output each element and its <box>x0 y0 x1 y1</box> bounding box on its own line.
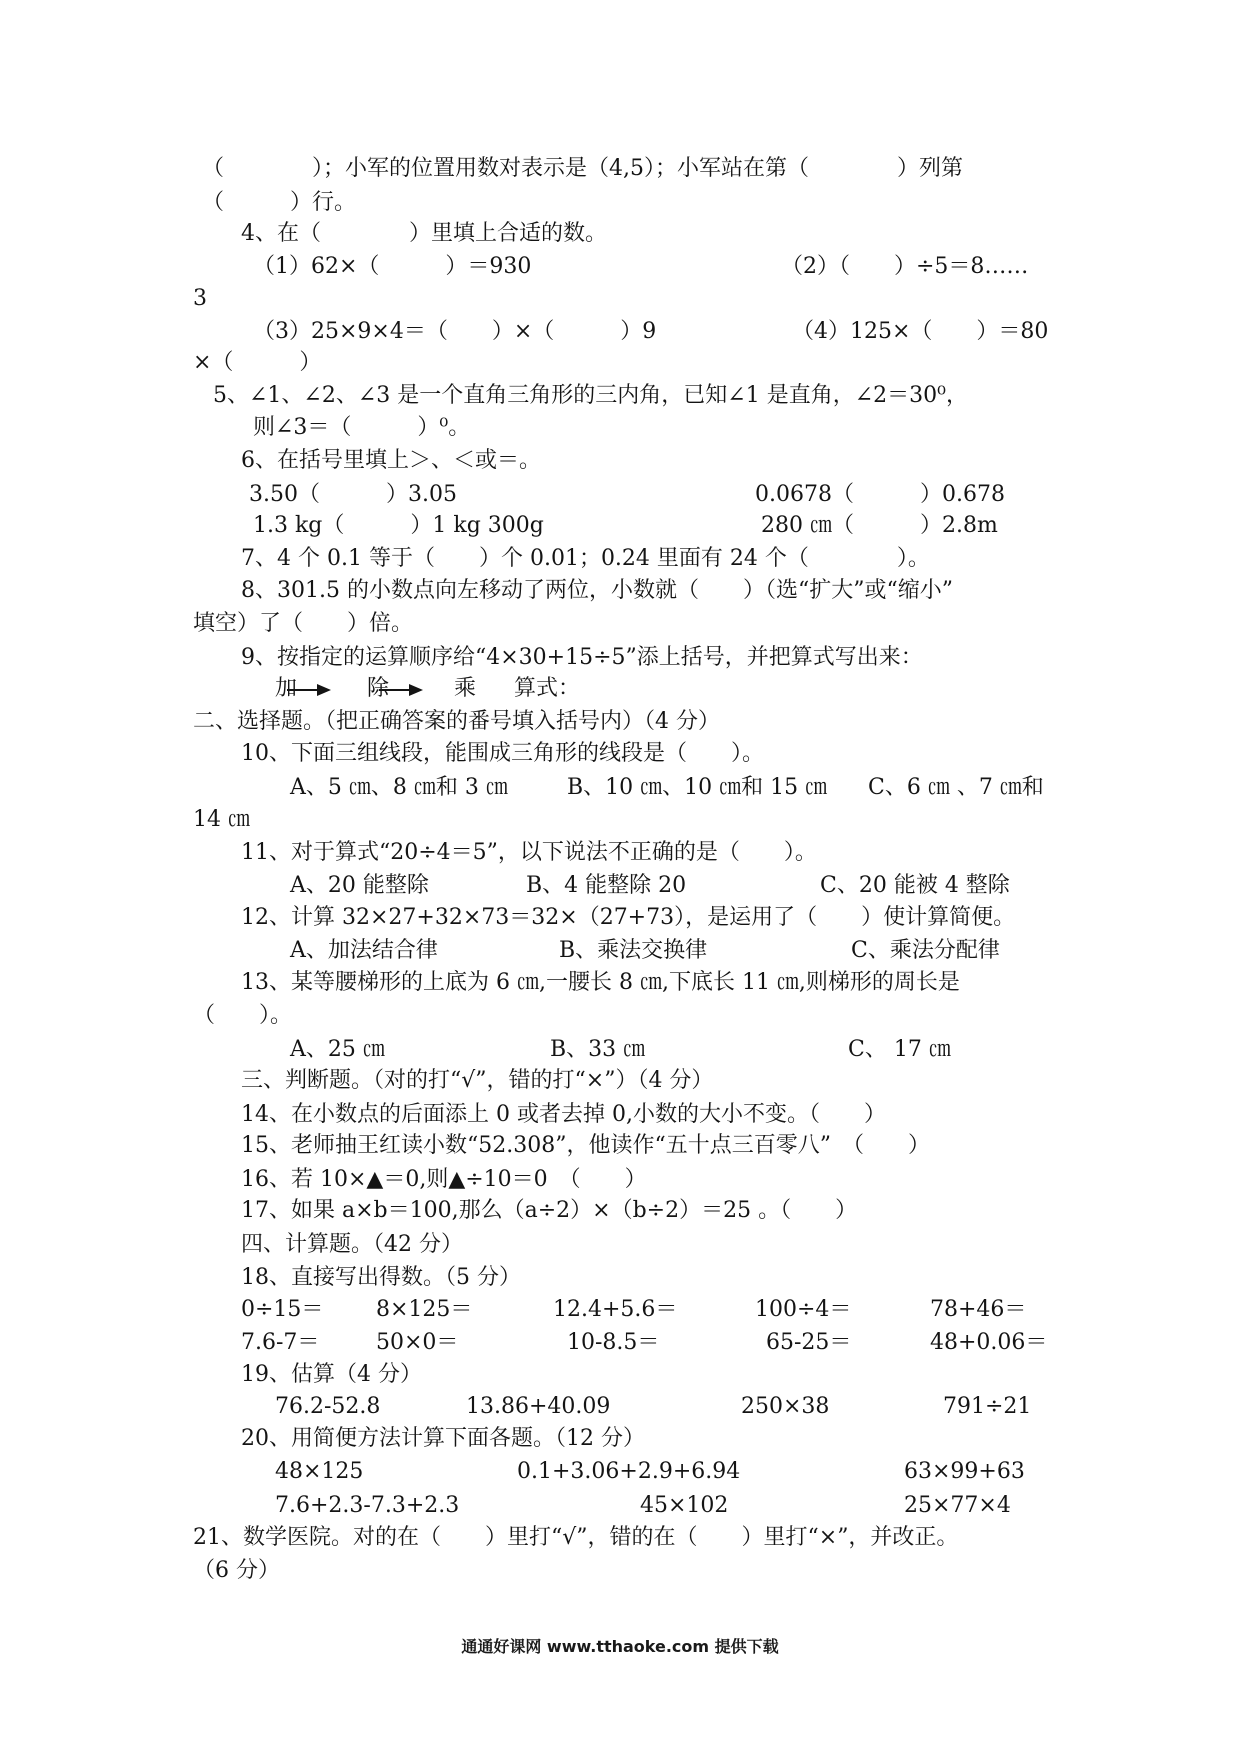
q9-formula-label: 算式： <box>514 676 581 701</box>
q20-expr: 7.6+2.3-7.3+2.3 <box>275 1493 460 1518</box>
section3-title: 三、判断题。（对的打“√”，错的打“×”）（4 分） <box>241 1068 714 1093</box>
arrow-right-icon <box>379 683 423 697</box>
q15-text: 15、老师抽王红读小数“52.308”，他读作“五十点三百零八” （ ） <box>241 1133 930 1158</box>
q12-option-a: A、加法结合律 <box>290 938 438 963</box>
q8-line-2: 填空）了（ ）倍。 <box>193 611 414 636</box>
q4-title: 4、在（ ）里填上合适的数。 <box>241 221 607 246</box>
q20-title: 20、用简便方法计算下面各题。（12 分） <box>241 1426 645 1451</box>
q18-expr: 7.6-7＝ <box>241 1330 320 1355</box>
q16-text: 16、若 10×▲＝0,则▲÷10＝0 （ ） <box>241 1167 647 1192</box>
q10-option-a: A、5 ㎝、8 ㎝和 3 ㎝ <box>290 775 508 800</box>
q4-item-2-wrap: 3 <box>193 286 207 311</box>
q18-title: 18、直接写出得数。（5 分） <box>241 1265 521 1290</box>
q4-item-4: （4）125×（ ）＝80 <box>792 319 1049 344</box>
q13-option-a: A、25 ㎝ <box>290 1037 385 1062</box>
q20-expr: 25×77×4 <box>904 1493 1011 1518</box>
q4-item-2: （2）（ ）÷5＝8…… <box>781 254 1029 279</box>
q18-expr: 100÷4＝ <box>755 1297 852 1322</box>
q14-text: 14、在小数点的后面添上 0 或者去掉 0,小数的大小不变。（ ） <box>241 1102 886 1127</box>
q20-expr: 0.1+3.06+2.9+6.94 <box>517 1459 741 1484</box>
q21-line-2: （6 分） <box>193 1558 280 1583</box>
q6-item-1: 3.50（ ）3.05 <box>249 482 457 507</box>
q18-expr: 78+46＝ <box>930 1297 1027 1322</box>
q4-item-3: （3）25×9×4＝（ ）×（ ）9 <box>253 319 657 344</box>
q9-step-add: 加 <box>275 676 298 701</box>
q5-line-2: 则∠3＝（ ）⁰。 <box>253 415 471 440</box>
q12-option-b: B、乘法交换律 <box>559 938 708 963</box>
q11-option-a: A、20 能整除 <box>290 873 429 898</box>
q18-expr: 50×0＝ <box>376 1330 459 1355</box>
q18-expr: 65-25＝ <box>766 1330 852 1355</box>
q19-expr: 791÷21 <box>943 1394 1032 1419</box>
q17-text: 17、如果 a×b＝100,那么（a÷2）×（b÷2）＝25 。（ ） <box>241 1198 858 1223</box>
q19-expr: 13.86+40.09 <box>466 1394 611 1419</box>
q19-title: 19、估算（4 分） <box>241 1362 422 1387</box>
q18-expr: 10-8.5＝ <box>567 1330 660 1355</box>
section2-title: 二、选择题。（把正确答案的番号填入括号内）（4 分） <box>193 709 720 734</box>
q4-item-4-wrap: ×（ ） <box>193 350 322 375</box>
q13-option-c: C、 17 ㎝ <box>848 1037 951 1062</box>
q18-expr: 8×125＝ <box>376 1297 473 1322</box>
q11-stem: 11、对于算式“20÷4＝5”，以下说法不正确的是（ ）。 <box>241 840 817 865</box>
q13-option-b: B、33 ㎝ <box>550 1037 646 1062</box>
page-footer: 通通好课网 www.tthaoke.com 提供下载 <box>461 1637 779 1656</box>
q6-item-4: 280 ㎝（ ）2.8m <box>761 513 998 538</box>
q13-stem: 13、某等腰梯形的上底为 6 ㎝,一腰长 8 ㎝,下底长 11 ㎝,则梯形的周长是 <box>241 970 960 995</box>
q9-step-multiply: 乘 <box>454 676 477 701</box>
q19-expr: 250×38 <box>741 1394 830 1419</box>
q7-text: 7、4 个 0.1 等于（ ）个 0.01；0.24 里面有 24 个（ ）。 <box>241 546 930 571</box>
q6-item-3: 1.3 kg（ ）1 kg 300g <box>253 513 544 538</box>
q19-expr: 76.2-52.8 <box>275 1394 381 1419</box>
q20-expr: 45×102 <box>640 1493 729 1518</box>
q5-line-1: 5、∠1、∠2、∠3 是一个直角三角形的三内角，已知∠1 是直角，∠2＝30⁰， <box>213 383 968 408</box>
q21-line-1: 21、数学医院。对的在（ ）里打“√”，错的在（ ）里打“×”，并改正。 <box>193 1525 959 1550</box>
q20-expr: 63×99+63 <box>904 1459 1025 1484</box>
q6-title: 6、在括号里填上＞、＜或＝。 <box>241 448 541 473</box>
q4-item-1: （1）62×（ ）＝930 <box>253 254 532 279</box>
section4-title: 四、计算题。（42 分） <box>241 1232 463 1257</box>
q10-option-c: C、6 ㎝ 、7 ㎝和 <box>868 775 1044 800</box>
q3-line-1: （ ）；小军的位置用数对表示是（4,5）；小军站在第（ ）列第 <box>202 156 963 181</box>
q3-line-2: （ ）行。 <box>202 190 357 215</box>
q6-item-2: 0.0678（ ）0.678 <box>755 482 1005 507</box>
q10-stem: 10、下面三组线段，能围成三角形的线段是（ ）。 <box>241 741 764 766</box>
q8-line-1: 8、301.5 的小数点向左移动了两位，小数就（ ）（选“扩大”或“缩小” <box>241 578 953 603</box>
q9-step-divide: 除 <box>367 676 390 701</box>
q12-option-c: C、乘法分配律 <box>851 938 1000 963</box>
q18-expr: 12.4+5.6＝ <box>553 1297 678 1322</box>
q10-option-b: B、10 ㎝、10 ㎝和 15 ㎝ <box>567 775 828 800</box>
q11-option-b: B、4 能整除 20 <box>526 873 687 898</box>
q18-expr: 48+0.06＝ <box>930 1330 1048 1355</box>
arrow-right-icon <box>287 683 331 697</box>
q11-option-c: C、20 能被 4 整除 <box>820 873 1010 898</box>
q20-expr: 48×125 <box>275 1459 364 1484</box>
q12-stem: 12、计算 32×27+32×73＝32×（27+73），是运用了（ ）使计算简便。 <box>241 905 1016 930</box>
q10-option-wrap: 14 ㎝ <box>193 807 250 832</box>
q13-stem-wrap: （ ）。 <box>193 1003 293 1028</box>
q9-title: 9、按指定的运算顺序给“4×30+15÷5”添上括号，并把算式写出来： <box>241 645 923 670</box>
q18-expr: 0÷15＝ <box>241 1297 324 1322</box>
